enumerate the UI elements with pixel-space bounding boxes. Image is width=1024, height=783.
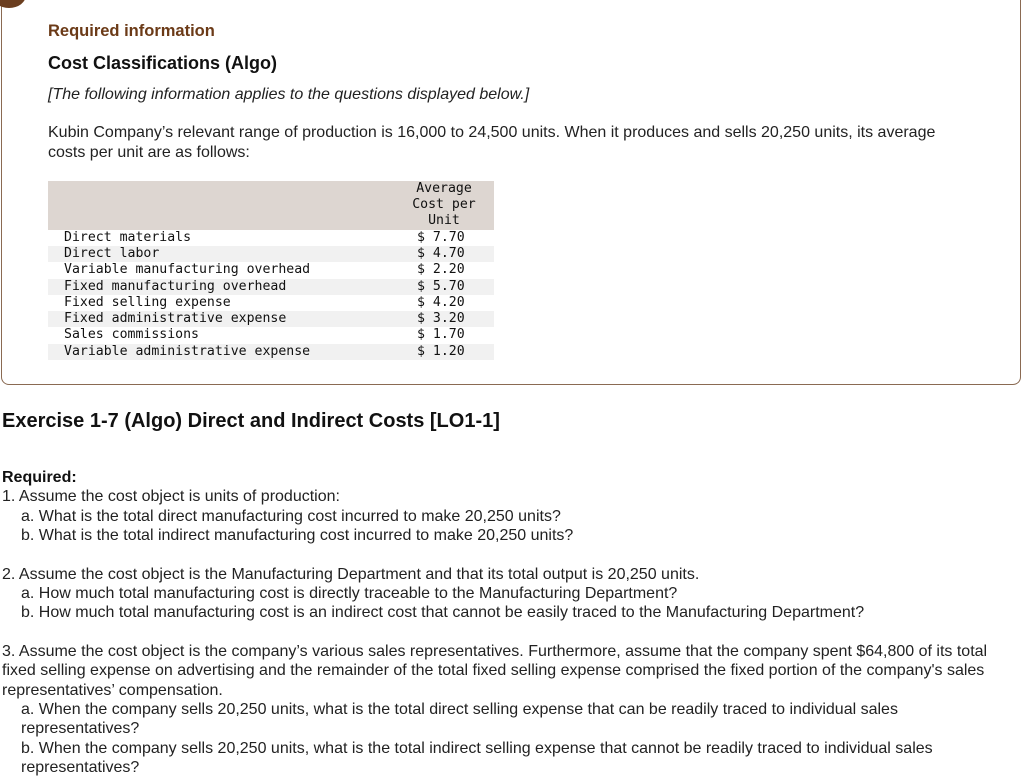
required-label: Required: bbox=[2, 469, 77, 486]
cost-label: Fixed manufacturing overhead bbox=[48, 279, 394, 295]
cost-label: Variable manufacturing overhead bbox=[48, 262, 394, 278]
table-row bbox=[48, 246, 494, 262]
cost-table-header bbox=[394, 181, 494, 230]
cost-label: Direct materials bbox=[48, 230, 394, 246]
table-row bbox=[48, 344, 494, 360]
cost-label: Direct labor bbox=[48, 246, 394, 262]
cost-value: $ 5.70 bbox=[394, 279, 494, 295]
cost-value: $ 1.70 bbox=[394, 327, 494, 343]
cost-label: Fixed selling expense bbox=[48, 295, 394, 311]
cost-value: $ 7.70 bbox=[394, 230, 494, 246]
required-information-heading: Required information bbox=[48, 22, 215, 40]
cost-value: $ 2.20 bbox=[394, 262, 494, 278]
question-2: 2. Assume the cost object is the Manufacturing Department and that its total output is 20,250 units. bbox=[2, 565, 700, 583]
question-3: 3. Assume the cost object is the company’s various sales representatives. Furthermore, assume that the company spent $64,800 of its total fixed selling expense on advertising and the remainder of the total fixed selling expense comprised the fixed portion of the company's sales representatives’ compensation. bbox=[2, 642, 988, 699]
table-row bbox=[48, 311, 494, 327]
header-line: Average bbox=[416, 181, 472, 196]
question-2b: b. How much total manufacturing cost is an indirect cost that cannot be easily traced to the Manufacturing Department? bbox=[21, 604, 865, 622]
cost-table-header-blank bbox=[48, 181, 394, 230]
cost-label: Sales commissions bbox=[48, 327, 394, 343]
cost-table bbox=[48, 181, 494, 360]
table-row bbox=[48, 327, 494, 343]
problem-intro: Kubin Company’s relevant range of production is 16,000 to 24,500 units. When it produces and sells 20,250 units, its average costs per unit are as follows: bbox=[48, 124, 936, 161]
table-row bbox=[48, 262, 494, 278]
instruction-note: [The following information applies to the questions displayed below.] bbox=[48, 86, 530, 103]
question-1: 1. Assume the cost object is units of production: bbox=[2, 488, 340, 506]
cost-value: $ 4.20 bbox=[394, 295, 494, 311]
header-line: Cost per bbox=[412, 197, 476, 213]
cost-label: Fixed administrative expense bbox=[48, 311, 394, 327]
question-1b: b. What is the total indirect manufacturing cost incurred to make 20,250 units? bbox=[21, 527, 574, 545]
question-3b: b. When the company sells 20,250 units, what is the total indirect selling expense that cannot be readily traced to individual sales representatives? bbox=[21, 739, 933, 777]
question-2a: a. How much total manufacturing cost is directly traceable to the Manufacturing Department? bbox=[21, 585, 678, 603]
table-row bbox=[48, 230, 494, 246]
exercise-title: Exercise 1-7 (Algo) Direct and Indirect Costs [LO1-1] bbox=[2, 410, 500, 432]
table-row bbox=[48, 279, 494, 295]
cost-value: $ 3.20 bbox=[394, 311, 494, 327]
problem-title: Cost Classifications (Algo) bbox=[48, 53, 278, 73]
cost-value: $ 1.20 bbox=[394, 344, 494, 360]
question-1a: a. What is the total direct manufacturing cost incurred to make 20,250 units? bbox=[21, 507, 561, 525]
cost-value: $ 4.70 bbox=[394, 246, 494, 262]
table-row bbox=[48, 295, 494, 311]
header-line: Unit bbox=[428, 213, 460, 229]
cost-label: Variable administrative expense bbox=[48, 344, 394, 360]
required-section bbox=[2, 468, 1018, 778]
question-3a: a. When the company sells 20,250 units, what is the total direct selling expense that can be readily traced to individual sales representatives? bbox=[21, 701, 898, 738]
panel-corner-badge bbox=[0, 0, 26, 8]
